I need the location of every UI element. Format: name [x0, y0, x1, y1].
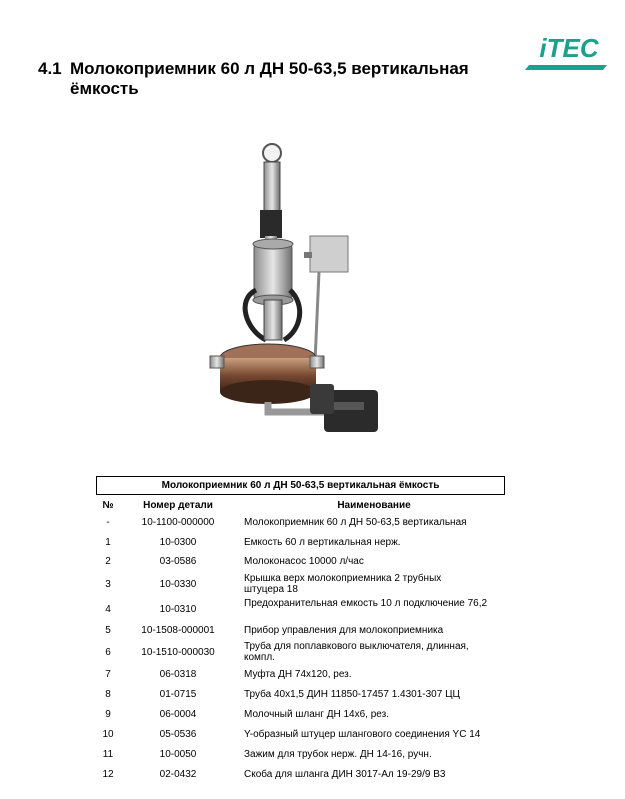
table-row [0, 665, 625, 685]
itec-logo [523, 30, 615, 78]
row-no: 7 [105, 669, 111, 680]
table-row [0, 572, 625, 595]
row-part-number: 05-0536 [159, 729, 197, 740]
row-no: 6 [105, 647, 111, 658]
row-name: Емкость 60 л вертикальная нерж. [244, 537, 401, 548]
row-no: 9 [105, 709, 111, 720]
column-header-no: № [102, 500, 114, 511]
table-row [0, 621, 625, 639]
control-box [310, 236, 348, 272]
row-part-number: 10-1508-000001 [141, 625, 215, 636]
row-name: Прибор управления для молокоприемника [244, 625, 444, 636]
section-number: 4.1 [38, 59, 62, 78]
row-name: Зажим для трубок нерж. ДН 14-16, ручн. [244, 749, 432, 760]
row-part-number: 10-0050 [159, 749, 197, 760]
row-no: 12 [102, 769, 114, 780]
table-row [0, 595, 625, 621]
row-no: 10 [102, 729, 114, 740]
row-part-number: 10-1100-000000 [141, 517, 215, 528]
table-caption: Молокоприемник 60 л ДН 50-63,5 вертикальная ёмкость [96, 476, 505, 495]
row-part-number: 01-0715 [159, 689, 197, 700]
row-no: 1 [105, 537, 111, 548]
row-part-number: 06-0318 [159, 669, 197, 680]
row-name: Молокоприемник 60 л ДН 50-63,5 вертикальная [244, 517, 467, 528]
row-name: Муфта ДН 74х120, рез. [244, 669, 352, 680]
table-row [0, 725, 625, 745]
table-row [0, 552, 625, 572]
row-part-number: 03-0586 [159, 556, 197, 567]
parts-table [0, 513, 625, 785]
row-name: Предохранительная емкость 10 л подключение 76,2 [244, 598, 488, 609]
row-part-number: 10-1510-000030 [141, 647, 215, 658]
row-no: 2 [105, 556, 111, 567]
row-name: Молоконасос 10000 л/час [244, 556, 364, 567]
table-row [0, 745, 625, 765]
row-part-number: 06-0004 [159, 709, 197, 720]
column-header-part: Номер детали [143, 500, 213, 511]
row-name: Труба 40х1,5 ДИН 11850-17457 1.4301-307 ЦЦ [244, 689, 460, 700]
row-part-number: 10-0300 [159, 537, 197, 548]
table-row [0, 513, 625, 533]
row-no: 11 [102, 749, 114, 760]
row-name: Молочный шланг ДН 14х6, рез. [244, 709, 390, 720]
row-name: Труба для поплавкового выключателя, длинная, компл. [244, 641, 469, 663]
table-row [0, 705, 625, 725]
row-part-number: 02-0432 [159, 769, 197, 780]
table-row [0, 639, 625, 665]
logo-text: iTEC [539, 33, 599, 63]
row-name: Y-образный штуцер шлангового соединения YC 14 [244, 729, 481, 740]
column-header-name: Наименование [337, 500, 411, 511]
table-row [0, 765, 625, 785]
section-title-line1: Молокоприемник 60 л ДН 50-63,5 вертикальная [70, 59, 469, 78]
table-row [0, 685, 625, 705]
row-no: 5 [105, 625, 111, 636]
section-title-line2: ёмкость [70, 79, 139, 98]
row-name: Крышка верх молокоприемника 2 трубных штуцера 18 [244, 573, 442, 595]
logo-swoosh [525, 65, 607, 70]
product-photo [206, 140, 386, 440]
section-title [38, 59, 508, 99]
row-no: - [106, 517, 110, 528]
row-name: Скоба для шланга ДИН 3017-Ал 19-29/9 В3 [244, 769, 446, 780]
table-row [0, 533, 625, 552]
row-part-number: 10-0330 [159, 579, 197, 590]
row-no: 4 [105, 604, 111, 615]
gauge-icon [263, 144, 281, 162]
row-no: 8 [105, 689, 111, 700]
safety-vessel [254, 244, 292, 300]
row-part-number: 10-0310 [159, 604, 197, 615]
row-no: 3 [105, 579, 111, 590]
